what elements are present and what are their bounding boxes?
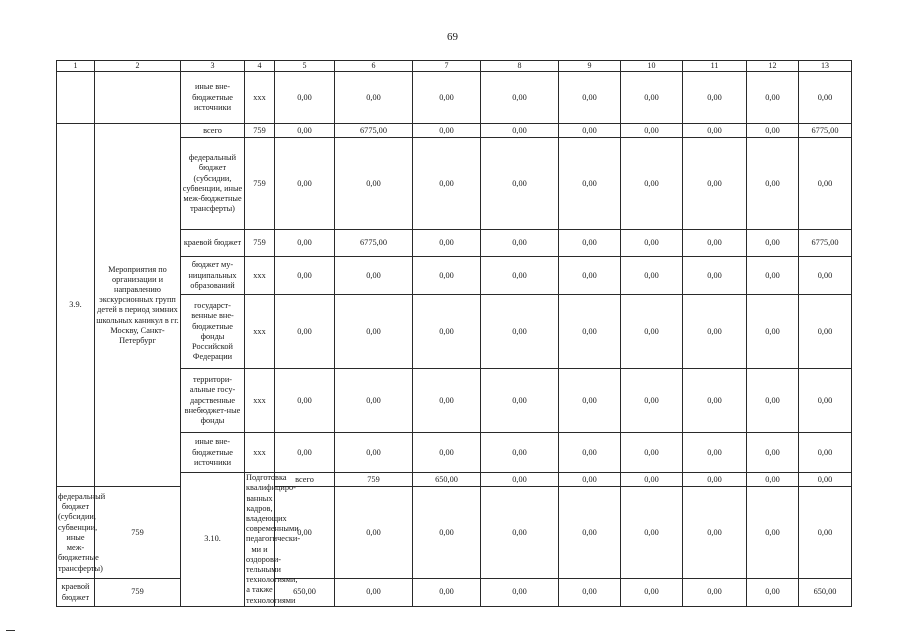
code-cell: 759 [245,138,275,230]
value-cell: 6775,00 [799,230,852,257]
code-cell: xxx [245,72,275,124]
value-cell: 0,00 [799,487,852,579]
value-cell: 0,00 [799,433,852,473]
value-cell: 0,00 [481,124,559,138]
funding-source: бюджет му-ниципальных образований [181,257,245,295]
value-cell: 0,00 [747,579,799,607]
value-cell: 0,00 [275,230,335,257]
column-header: 6 [335,61,413,72]
value-cell: 0,00 [335,72,413,124]
value-cell: 0,00 [683,257,747,295]
table-row [57,124,852,138]
value-cell: 0,00 [275,124,335,138]
value-cell: 0,00 [621,473,683,487]
value-cell: 0,00 [481,433,559,473]
column-header: 3 [181,61,245,72]
column-header: 12 [747,61,799,72]
section-number: 3.10. [181,473,245,607]
value-cell: 0,00 [413,138,481,230]
value-cell: 0,00 [683,138,747,230]
value-cell: 0,00 [747,124,799,138]
value-cell: 0,00 [335,257,413,295]
value-cell: 0,00 [481,72,559,124]
funding-source: краевой бюджет [57,579,95,607]
value-cell: 0,00 [275,369,335,433]
value-cell: 0,00 [559,138,621,230]
value-cell: 0,00 [683,579,747,607]
value-cell: 0,00 [747,72,799,124]
column-header: 10 [621,61,683,72]
column-header: 13 [799,61,852,72]
value-cell: 0,00 [413,72,481,124]
value-cell: 0,00 [275,433,335,473]
column-header: 9 [559,61,621,72]
value-cell: 0,00 [335,579,413,607]
value-cell: 0,00 [335,295,413,369]
value-cell: 0,00 [413,257,481,295]
funding-source: всего [181,124,245,138]
value-cell: 0,00 [747,257,799,295]
footnote-divider [6,630,15,631]
value-cell: 0,00 [747,433,799,473]
value-cell: 0,00 [747,295,799,369]
funding-source: федеральный бюджет (субсидии, субвенции, иные меж-бюджетные трансферты) [181,138,245,230]
value-cell: 0,00 [481,295,559,369]
column-header: 5 [275,61,335,72]
value-cell: 0,00 [621,369,683,433]
value-cell: 0,00 [481,230,559,257]
value-cell: 0,00 [481,369,559,433]
value-cell: 0,00 [683,295,747,369]
value-cell: 0,00 [683,369,747,433]
section-name: Мероприятия по организации и направлению экскурсионных групп детей в период зимних школьных каникул в гг. Москву, Санкт-Петербург [95,124,181,487]
value-cell: 0,00 [413,124,481,138]
value-cell: 0,00 [335,369,413,433]
code-cell: xxx [245,433,275,473]
table-row [57,487,852,579]
funding-source: федеральный бюджет (субсидии, субвенции, иные меж-бюджетные трансферты) [57,487,95,579]
funding-source: иные вне-бюджетные источники [181,433,245,473]
value-cell: 0,00 [799,473,852,487]
table-row [57,579,852,607]
funding-source: краевой бюджет [181,230,245,257]
value-cell: 650,00 [275,579,335,607]
value-cell: 0,00 [275,487,335,579]
value-cell: 0,00 [413,579,481,607]
value-cell: 0,00 [621,124,683,138]
column-header: 4 [245,61,275,72]
code-cell: 759 [245,230,275,257]
section-number: 3.9. [57,124,95,487]
value-cell: 0,00 [275,72,335,124]
value-cell: 0,00 [413,230,481,257]
section-name-cell [95,72,181,124]
value-cell: 0,00 [799,257,852,295]
value-cell: 0,00 [799,295,852,369]
value-cell: 0,00 [335,433,413,473]
value-cell: 0,00 [413,369,481,433]
section-name: Подготовка квалифициро-ванных кадров, владеющих современными педагогически-ми и оздорови-тельными технологиями, а также технологиями [246,473,301,605]
value-cell: 650,00 [413,473,481,487]
code-cell: xxx [245,257,275,295]
value-cell: 0,00 [621,138,683,230]
value-cell: 0,00 [683,487,747,579]
value-cell: 0,00 [621,579,683,607]
value-cell: 0,00 [275,295,335,369]
funding-source: всего [275,473,335,487]
value-cell: 6775,00 [799,124,852,138]
value-cell: 0,00 [559,257,621,295]
value-cell: 0,00 [799,369,852,433]
value-cell: 0,00 [559,369,621,433]
value-cell: 0,00 [559,473,621,487]
value-cell: 0,00 [413,433,481,473]
value-cell: 0,00 [747,230,799,257]
code-cell: 759 [245,124,275,138]
value-cell: 0,00 [621,433,683,473]
value-cell: 0,00 [683,230,747,257]
value-cell: 0,00 [335,487,413,579]
value-cell: 0,00 [481,579,559,607]
section-number-cell [57,72,95,124]
funding-source: территори-альные госу-дарственные внебюджет-ные фонды [181,369,245,433]
value-cell: 0,00 [683,124,747,138]
value-cell: 0,00 [481,257,559,295]
column-header: 8 [481,61,559,72]
value-cell: 0,00 [747,487,799,579]
value-cell: 0,00 [559,72,621,124]
page-number: 69 [447,31,458,43]
value-cell: 0,00 [559,295,621,369]
value-cell: 650,00 [799,579,852,607]
value-cell: 0,00 [683,72,747,124]
value-cell: 0,00 [275,138,335,230]
value-cell: 0,00 [683,433,747,473]
value-cell: 0,00 [559,230,621,257]
value-cell: 0,00 [335,138,413,230]
value-cell: 0,00 [481,473,559,487]
value-cell: 0,00 [747,369,799,433]
header-row [57,61,852,72]
value-cell: 0,00 [683,473,747,487]
code-cell: xxx [245,369,275,433]
value-cell: 0,00 [559,579,621,607]
value-cell: 0,00 [621,72,683,124]
table-row [57,72,852,124]
value-cell: 0,00 [799,138,852,230]
column-header: 11 [683,61,747,72]
funding-source: государст-венные вне-бюджетные фонды Российской Федерации [181,295,245,369]
code-cell: 759 [335,473,413,487]
value-cell: 0,00 [621,295,683,369]
value-cell: 0,00 [621,257,683,295]
value-cell: 0,00 [747,473,799,487]
column-header: 7 [413,61,481,72]
value-cell: 0,00 [275,257,335,295]
code-cell: 759 [95,579,181,607]
value-cell: 0,00 [481,487,559,579]
budget-table [56,60,852,607]
value-cell: 0,00 [413,487,481,579]
code-cell: 759 [95,487,181,579]
code-cell: xxx [245,295,275,369]
value-cell: 0,00 [621,230,683,257]
value-cell: 6775,00 [335,124,413,138]
value-cell: 0,00 [559,487,621,579]
value-cell: 0,00 [481,138,559,230]
value-cell: 0,00 [559,124,621,138]
value-cell: 0,00 [621,487,683,579]
value-cell: 0,00 [559,433,621,473]
column-header: 1 [57,61,95,72]
funding-source: иные вне-бюджетные источники [181,72,245,124]
value-cell: 6775,00 [335,230,413,257]
column-header: 2 [95,61,181,72]
value-cell: 0,00 [747,138,799,230]
value-cell: 0,00 [413,295,481,369]
value-cell: 0,00 [799,72,852,124]
